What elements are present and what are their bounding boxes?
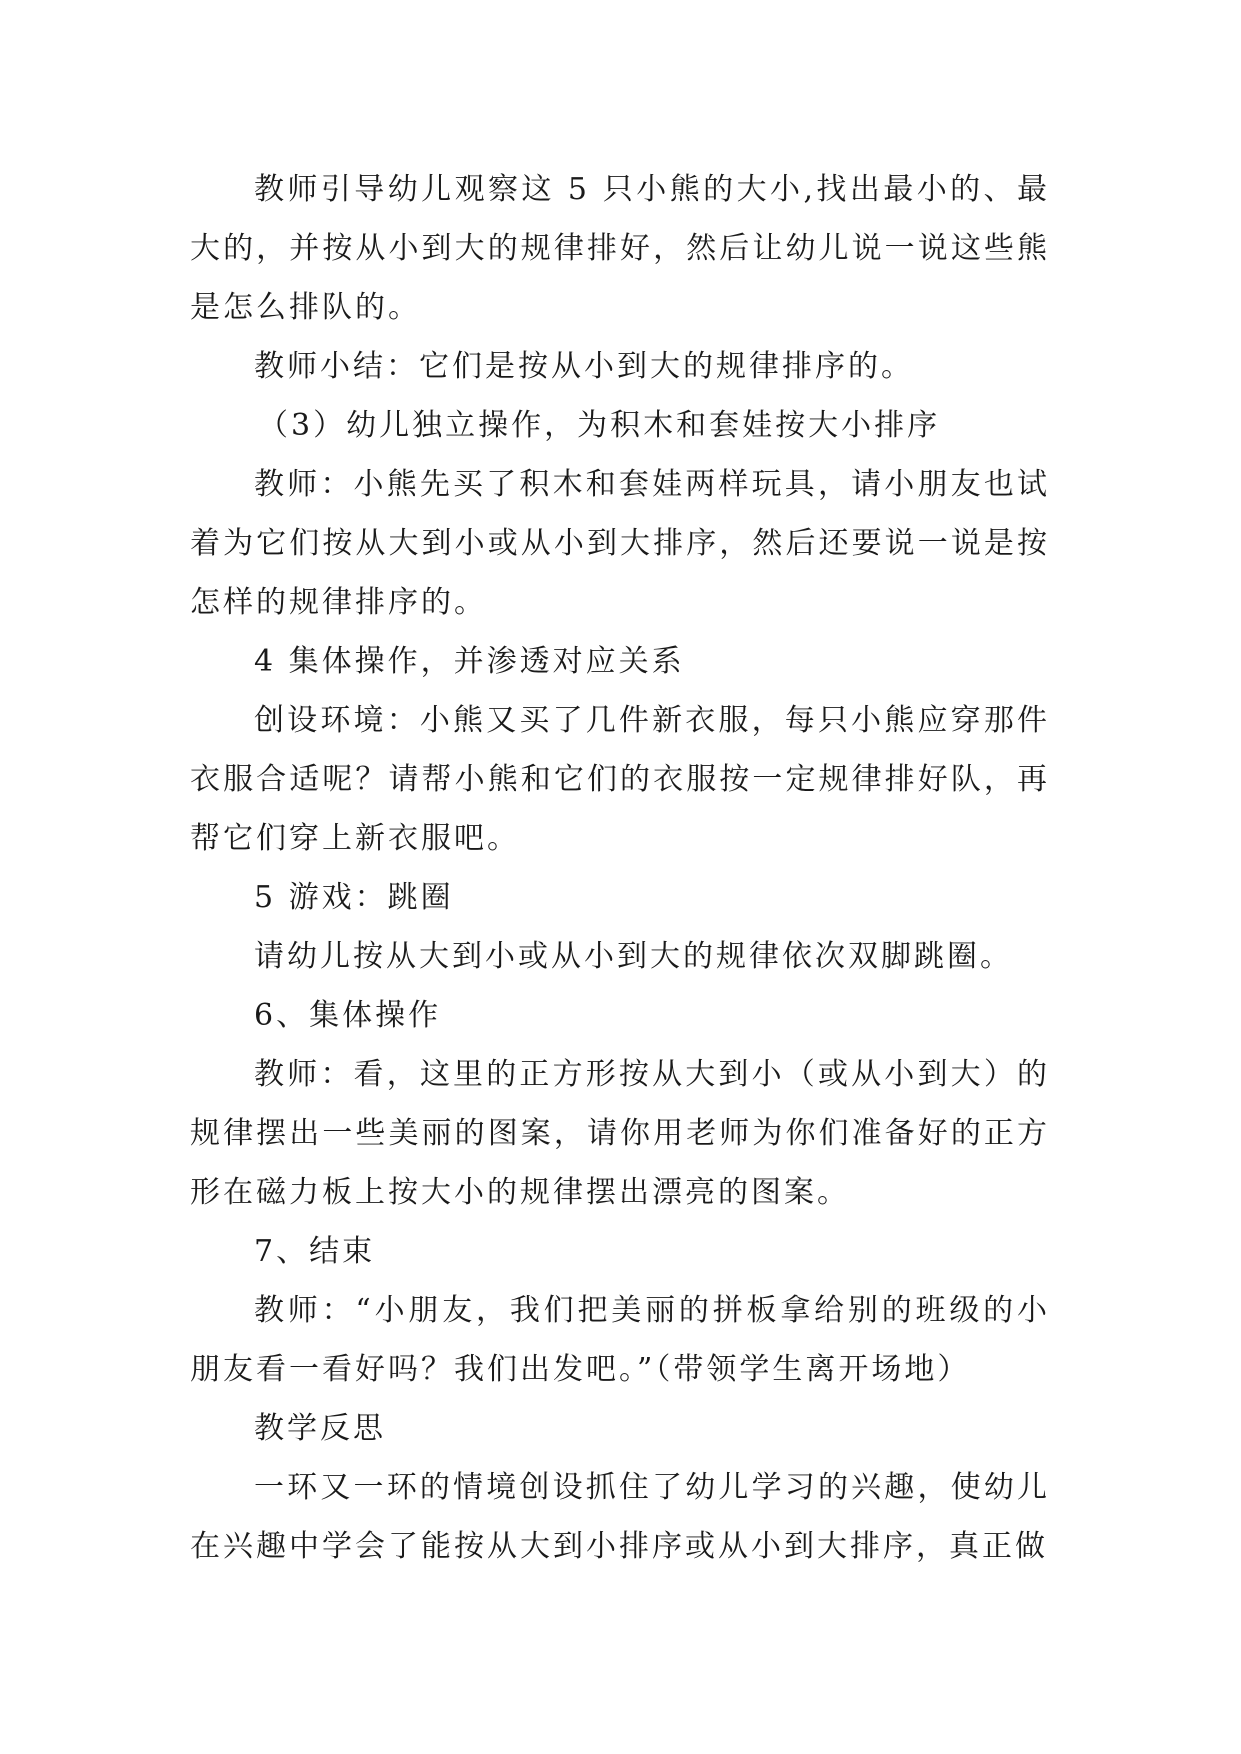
paragraph-step-3-heading: （3）幼儿独立操作，为积木和套娃按大小排序 [258,408,941,443]
document-body [190,160,1050,1576]
paragraph-clothes: 创设环境：小熊又买了几件新衣服，每只小熊应穿那件衣服合适呢？请帮小熊和它们的衣服按一定规律排好队，再帮它们穿上新衣服吧。 [190,703,1050,856]
paragraph-squares-pattern: 教师：看，这里的正方形按从大到小（或从小到大）的规律摆出一些美丽的图案，请你用老师为你们准备好的正方形在磁力板上按大小的规律摆出漂亮的图案。 [190,1057,1050,1210]
paragraph-step-4-heading: 4 集体操作，并渗透对应关系 [254,644,685,679]
paragraph-reflection: 一环又一环的情境创设抓住了幼儿学习的兴趣，使幼儿在兴趣中学会了能按从大到小排序或从小到大排序，真正做 [190,1470,1050,1564]
paragraph-step-5-heading: 5 游戏：跳圈 [254,880,454,915]
paragraph-step-6-heading: 6、集体操作 [254,998,442,1033]
paragraph-reflection-heading: 教学反思 [254,1411,386,1446]
paragraph-jump-rings: 请幼儿按从大到小或从小到大的规律依次双脚跳圈。 [254,939,1013,974]
paragraph-observe-bears: 教师引导幼儿观察这 5 只小熊的大小,找出最小的、最大的，并按从小到大的规律排好，然后让幼儿说一说这些熊是怎么排队的。 [190,172,1050,325]
paragraph-teacher-summary: 教师小结：它们是按从小到大的规律排序的。 [254,349,914,384]
paragraph-ending: 教师：“小朋友，我们把美丽的拼板拿给别的班级的小朋友看一看好吗？我们出发吧。”（带领学生离开场地） [190,1293,1050,1387]
paragraph-blocks-dolls: 教师：小熊先买了积木和套娃两样玩具，请小朋友也试着为它们按从大到小或从小到大排序，然后还要说一说是按怎样的规律排序的。 [190,467,1050,620]
paragraph-step-7-heading: 7、结束 [254,1234,376,1269]
